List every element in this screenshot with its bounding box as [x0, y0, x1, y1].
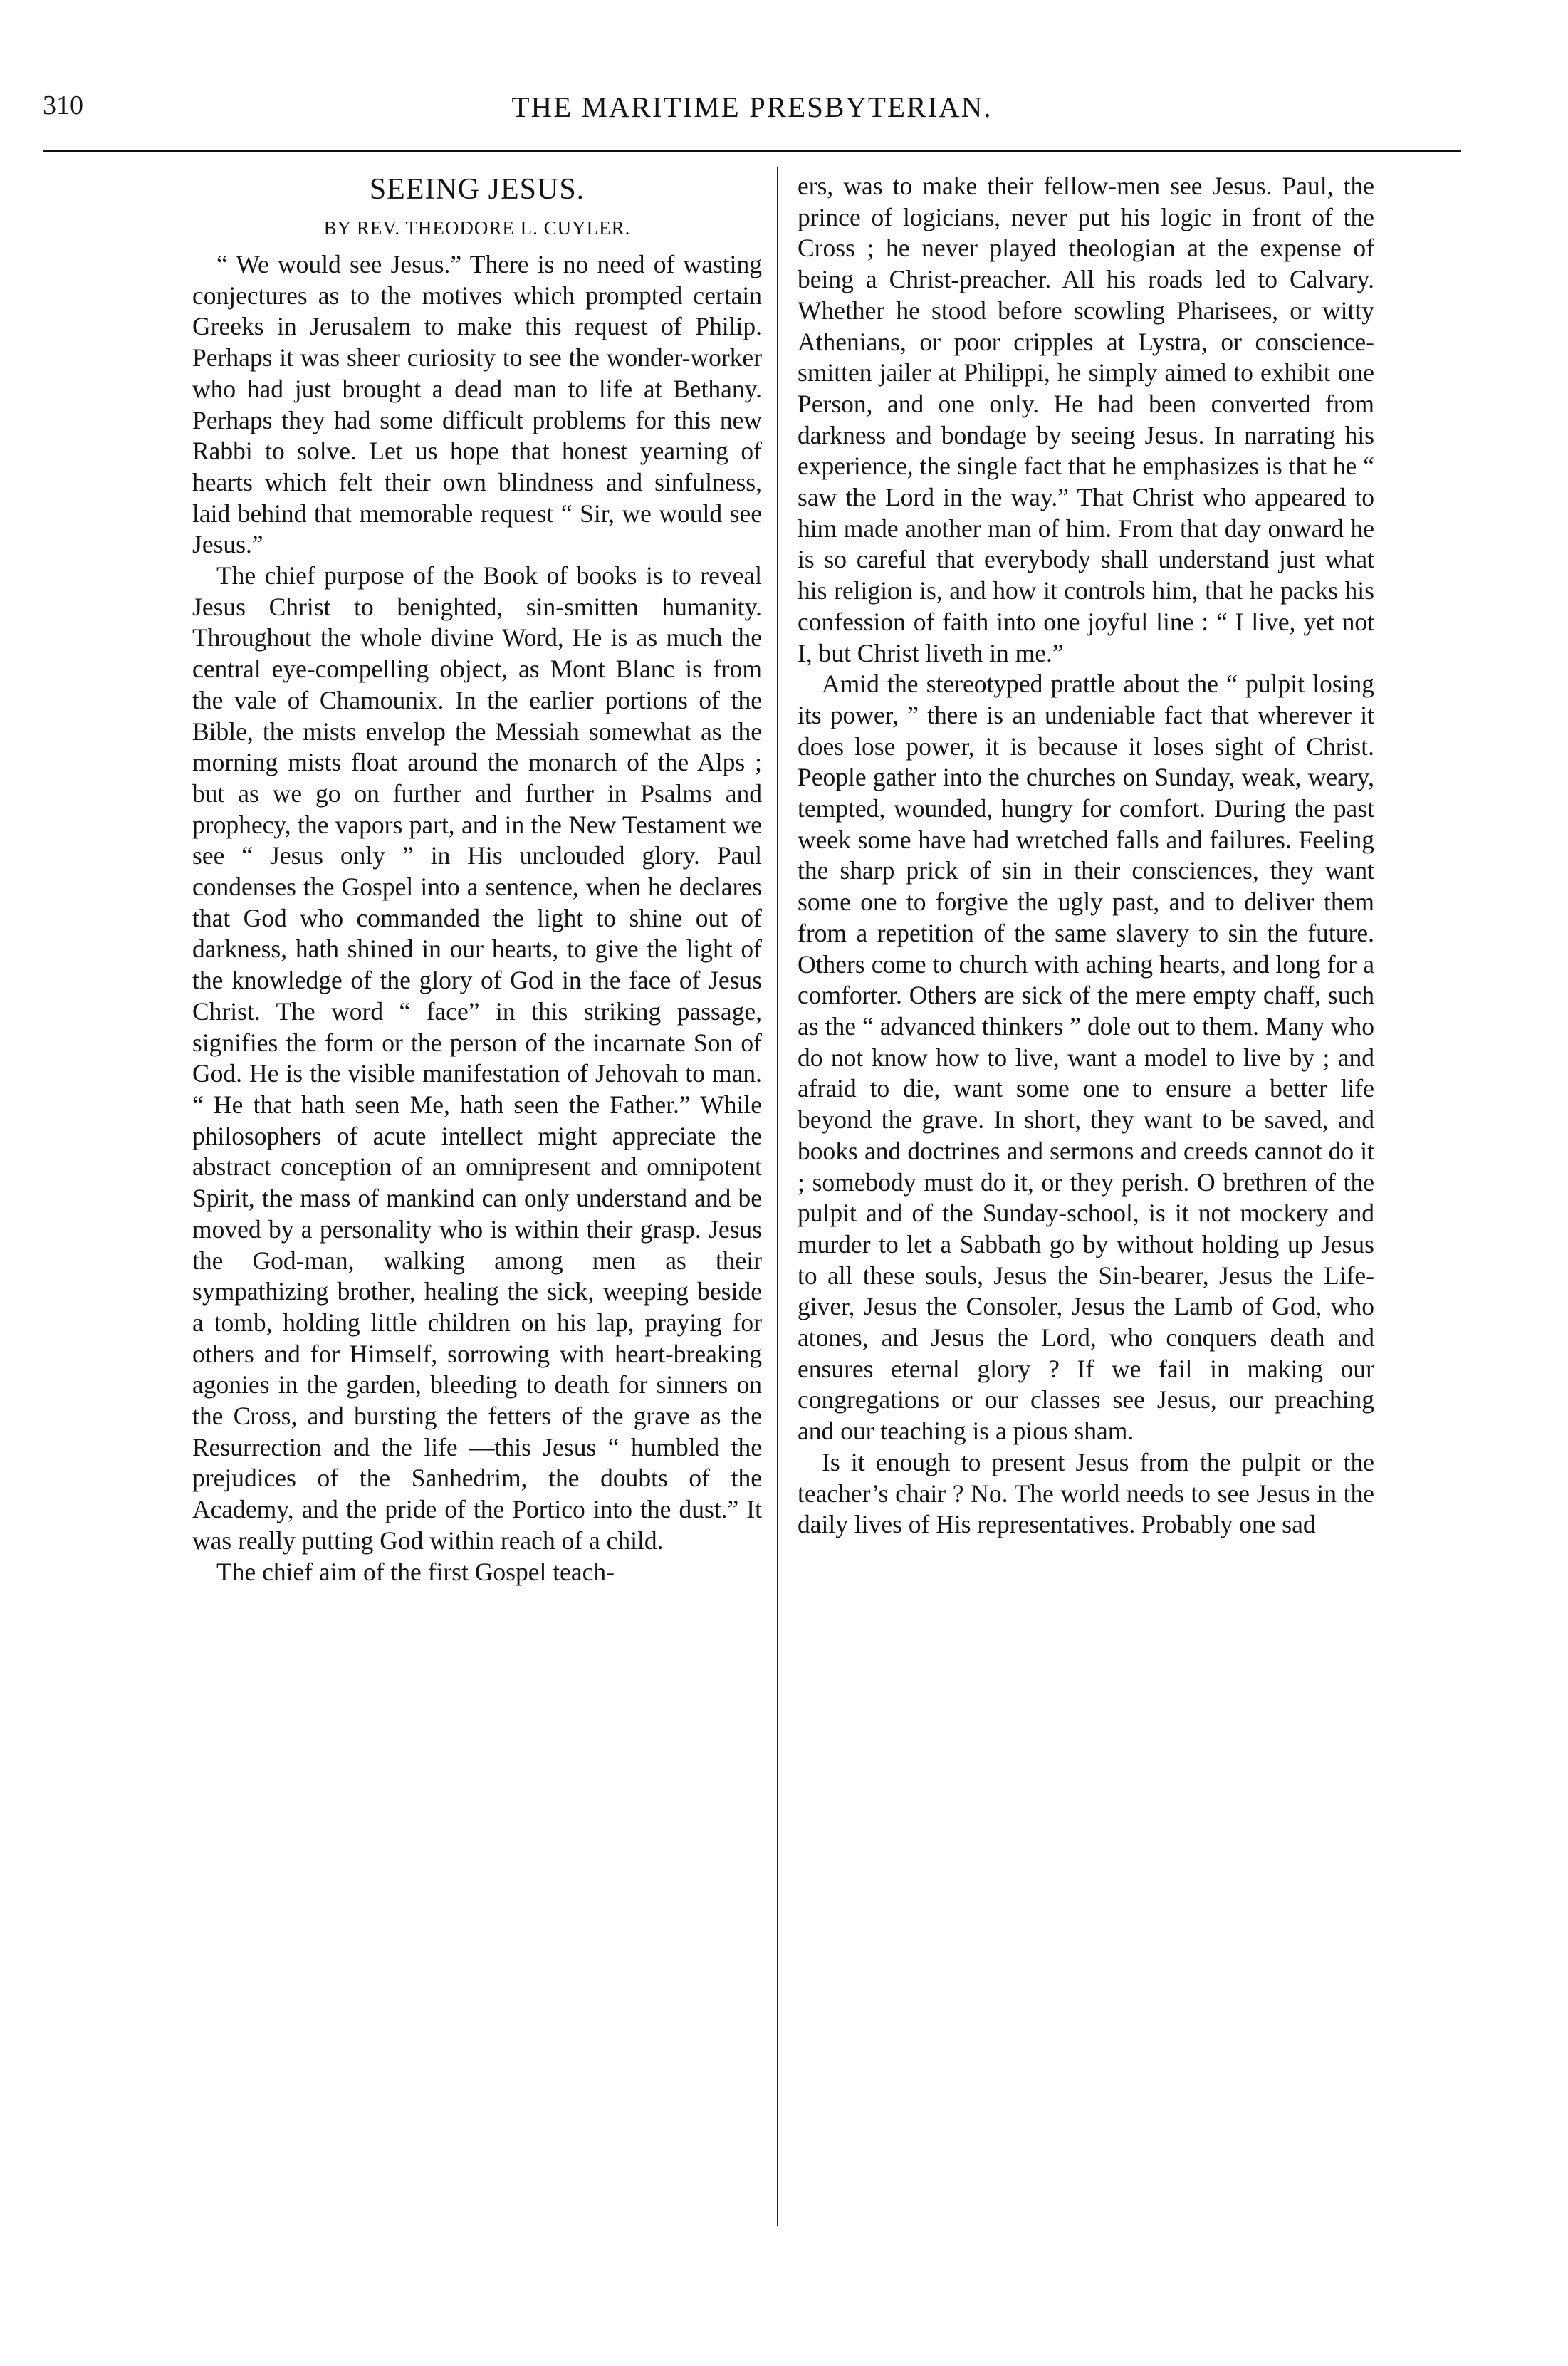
journal-title: THE MARITIME PRESBYTERIAN. [511, 90, 993, 123]
header-rule [43, 150, 1461, 152]
column-divider [777, 167, 778, 2226]
page-header [43, 85, 1461, 135]
paragraph: The chief purpose of the Book of books is to reveal Jesus Christ to benighted, sin-smitten humanity. Throughout the whole divine Word, He is as much the central eye-compelling object, as Mont Blanc is from the vale of Chamounix. In the earlier portions of the Bible, the mists envelop the Messiah somewhat as the morning mists float around the monarch of the Alps ; but as we go on further and further in Psalms and prophecy, the vapors part, and in the New Testament we see “ Jesus only ” in His unclouded glory. Paul condenses the Gospel into a sentence, when he declares that God who commanded the light to shine out of darkness, hath shined in our hearts, to give the light of the knowledge of the glory of God in the face of Jesus Christ. The word “ face” in this striking passage, signifies the form or the person of the incarnate Son of God. He is the visible manifestation of Jehovah to man. “ He that hath seen Me, hath seen the Father.” While philosophers of acute intellect might appreciate the abstract conception of an omnipresent and omnipotent Spirit, the mass of mankind can only understand and be moved by a personality who is within their grasp. Jesus the God-man, walking among men as their sympathizing brother, healing the sick, weeping beside a tomb, holding little children on his lap, praying for others and for Himself, sorrowing with heart-breaking agonies in the garden, bleeding to death for sinners on the Cross, and bursting the fetters of the grave as the Resurrection and the life —this Jesus “ humbled the prejudices of the Sanhedrim, the doubts of the Academy, and the pride of the Portico into the dust.” It was really putting God within reach of a child. [192, 561, 762, 1555]
article-title: SEEING JESUS. [369, 173, 585, 206]
paragraph: Amid the stereotyped prattle about the “ pulpit losing its power, ” there is an undeniable fact that wherever it does lose power, it is because it loses sight of Christ. People gather into the churches on Sunday, weak, weary, tempted, wounded, hungry for comfort. During the past week some have had wretched falls and failures. Feeling the sharp prick of sin in their consciences, they want some one to forgive the ugly past, and to deliver them from a repetition of the same slavery to sin the future. Others come to church with aching hearts, and long for a comforter. Others are sick of the mere empty chaff, such as the “ advanced thinkers ” dole out to them. Many who do not know how to live, want a model to live by ; and afraid to die, want some one to ensure a better life beyond the grave. In short, they want to be saved, and books and doctrines and sermons and creeds cannot do it ; somebody must do it, or they perish. O brethren of the pulpit and of the Sunday-school, is it not mockery and murder to let a Sabbath go by without holding up Jesus to all these souls, Jesus the Sin-bearer, Jesus the Life-giver, Jesus the Consoler, Jesus the Lamb of God, who atones, and Jesus the Lord, who conquers death and ensures eternal glory ? If we fail in making our congregations or our classes see Jesus, our preaching and our teaching is a pious sham. [798, 669, 1374, 1446]
paragraph: The chief aim of the first Gospel teach- [216, 1557, 615, 1586]
article-byline: BY REV. THEODORE L. CUYLER. [323, 217, 631, 239]
right-column [798, 171, 1374, 1541]
paragraph: Is it enough to present Jesus from the pulpit or the teacher’s chair ? No. The world needs to see Jesus in the daily lives of His representatives. Probably one sad [798, 1447, 1374, 1539]
paragraph: ers, was to make their fellow-men see Jesus. Paul, the prince of logicians, never put his logic in front of the Cross ; he never played theologian at the expense of being a Christ-preacher. All his roads led to Calvary. Whether he stood before scowling Pharisees, or witty Athenians, or poor cripples at Lystra, or conscience-smitten jailer at Philippi, he simply aimed to exhibit one Person, and one only. He had been converted from darkness and bondage by seeing Jesus. In narrating his experience, the single fact that he emphasizes is that he “ saw the Lord in the way.” That Christ who appeared to him made another man of him. From that day onward he is so careful that everybody shall understand just what his religion is, and how it controls him, that he packs his confession of faith into one joyful line : “ I live, yet not I, but Christ liveth in me.” [798, 172, 1374, 667]
left-column [192, 171, 762, 1588]
page-number: 310 [43, 90, 83, 120]
paragraph: “ We would see Jesus.” There is no need of wasting conjectures as to the motives which prompted certain Greeks in Jerusalem to make this request of Philip. Perhaps it was sheer curiosity to see the wonder-worker who had just brought a dead man to life at Bethany. Perhaps they had some difficult problems for this new Rabbi to solve. Let us hope that honest yearning of hearts which felt their own blindness and sinfulness, laid behind that memorable request “ Sir, we would see Jesus.” [192, 250, 762, 559]
